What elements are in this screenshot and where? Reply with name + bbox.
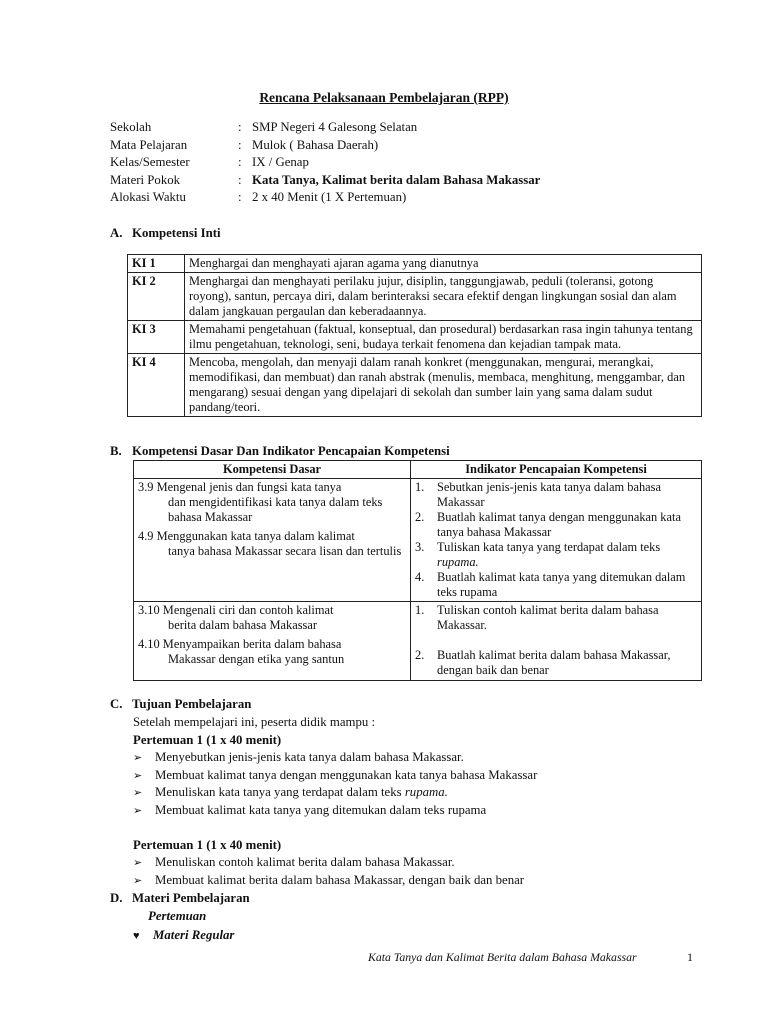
section-letter: C.: [110, 697, 123, 711]
indicator-number: 1.: [415, 603, 425, 617]
kd-header-kompetensi-dasar: Kompetensi Dasar: [134, 461, 411, 479]
list-item: [133, 803, 537, 821]
ki-code: KI 4: [128, 354, 185, 417]
meeting-1-objectives: [133, 750, 537, 820]
objective-text-main: Menuliskan contoh kalimat berita dalam bahasa Makassar.: [155, 855, 455, 869]
kd-text-cont: Makassar dengan etika yang santun: [168, 652, 345, 666]
objective-text-main: Menuliskan kata tanya yang terdapat dalam teks: [155, 785, 405, 800]
objective-text-main: Membuat kalimat tanya dengan menggunakan kata tanya bahasa Makassar: [155, 767, 538, 782]
section-letter: D.: [110, 891, 123, 905]
identity-label: Sekolah: [110, 120, 152, 134]
objective-text-italic: rupama.: [404, 785, 448, 800]
section-b-heading: [110, 444, 450, 459]
identity-value: Mulok ( Bahasa Daerah): [252, 137, 379, 152]
materi-pertemuan: Pertemuan: [148, 909, 207, 923]
list-item: [415, 480, 697, 510]
kd-text-cont: dan mengidentifikasi kata tanya dalam teks bahasa Makassar: [168, 495, 383, 524]
indicator-number: 4.: [415, 570, 425, 584]
table-row: [128, 255, 702, 273]
indicator-text-main: Buatlah kalimat berita dalam bahasa Makassar, dengan baik dan benar: [437, 648, 671, 677]
list-item: [133, 750, 537, 768]
indicator-cell: [411, 479, 702, 602]
table-row: [128, 273, 702, 321]
section-c-heading: [110, 697, 251, 712]
identity-row: [110, 173, 540, 191]
kd-number: 4.9: [138, 529, 154, 543]
kd-item: [138, 637, 406, 667]
list-item: [415, 648, 697, 678]
objective-text: [155, 803, 486, 821]
table-row: [134, 602, 702, 681]
identity-row: [110, 120, 540, 138]
indicator-number: 3.: [415, 540, 425, 554]
kd-text-cont: berita dalam bahasa Makassar: [168, 618, 317, 632]
kd-text-cont: tanya bahasa Makassar secara lisan dan tertulis: [168, 544, 402, 558]
indicator-text-main: Buatlah kalimat tanya dengan menggunakan kata tanya bahasa Makassar: [437, 510, 681, 539]
ki-code: KI 2: [128, 273, 185, 321]
list-item: [133, 785, 537, 803]
indicator-number: 1.: [415, 480, 425, 494]
identity-colon: :: [238, 137, 242, 152]
section-title: Kompetensi Inti: [132, 226, 221, 240]
indicator-text: [437, 480, 697, 510]
ki-code: KI 1: [128, 255, 185, 273]
indicator-number: 2.: [415, 510, 425, 524]
section-letter: B.: [110, 444, 122, 458]
kd-header-indikator: Indikator Pencapaian Kompetensi: [411, 461, 702, 479]
kd-number: 3.10: [138, 603, 160, 617]
objective-text: [155, 873, 524, 891]
section-title: Kompetensi Dasar Dan Indikator Pencapaian Kompetensi: [132, 444, 450, 458]
identity-row: [110, 155, 540, 173]
section-title: Tujuan Pembelajaran: [132, 697, 252, 711]
arrow-bullet-icon: ➢: [133, 769, 143, 782]
section-a-heading: [110, 226, 221, 241]
indicator-text-italic: rupama.: [437, 555, 479, 569]
identity-value: SMP Negeri 4 Galesong Selatan: [252, 120, 418, 134]
objective-text: [155, 750, 464, 768]
objective-text: [155, 768, 537, 786]
kd-text: Mengenali ciri dan contoh kalimat: [162, 603, 334, 617]
identity-label: Mata Pelajaran: [110, 137, 188, 152]
list-item: [133, 768, 537, 786]
identity-colon: :: [238, 190, 242, 205]
objective-text-main: Membuat kalimat berita dalam bahasa Makassar, dengan baik dan benar: [155, 872, 525, 887]
kd-text: Menyampaikan berita dalam bahasa: [162, 637, 342, 651]
ki-text: Memahami pengetahuan (faktual, konseptual, dan prosedural) berdasarkan rasa ingin tahunya tentang ilmu pengetahuan, teknologi, seni, budaya terkait fenomena dan kejadian tampak mata.: [185, 321, 702, 354]
kd-number: 3.9: [138, 480, 154, 494]
meeting-2-title: Pertemuan 1 (1 x 40 menit): [133, 838, 282, 852]
indicator-text: [437, 510, 697, 540]
arrow-bullet-icon: ➢: [133, 874, 143, 887]
identity-value: IX / Genap: [252, 155, 309, 170]
indicator-text-main: Buatlah kalimat kata tanya yang ditemukan dalam teks rupama: [437, 570, 686, 599]
identity-colon: :: [238, 172, 242, 187]
arrow-bullet-icon: ➢: [133, 752, 143, 764]
page-title: Rencana Pelaksanaan Pembelajaran (RPP): [259, 90, 509, 105]
table-row: [128, 321, 702, 354]
indicator-text-main: Tuliskan kata tanya yang terdapat dalam teks: [437, 540, 661, 554]
meeting-1-title: Pertemuan 1 (1 x 40 menit): [133, 733, 282, 747]
section-d-heading: [110, 891, 250, 906]
identity-value: 2 x 40 Menit (1 X Pertemuan): [252, 190, 407, 205]
kd-line: [138, 480, 406, 495]
objective-text: [155, 855, 455, 873]
kd-cell: [134, 479, 411, 602]
list-item: [133, 873, 524, 891]
meeting-2-objectives: [133, 855, 524, 890]
identity-label: Alokasi Waktu: [110, 190, 186, 205]
table-row: [128, 354, 702, 417]
indicator-text-main: Sebutkan jenis-jenis kata tanya dalam bahasa Makassar: [437, 480, 661, 509]
table-row: [134, 479, 702, 602]
kd-item: [138, 480, 406, 525]
kd-item: [138, 603, 406, 633]
kd-number: 4.10: [138, 637, 160, 651]
intro-text: Setelah mempelajari ini, peserta didik mampu :: [133, 715, 376, 729]
list-item: [133, 855, 524, 873]
indicator-text: [437, 603, 697, 633]
indicator-text-main: Tuliskan contoh kalimat berita dalam bahasa Makassar.: [437, 603, 659, 632]
kd-text: Menggunakan kata tanya dalam kalimat: [156, 529, 355, 543]
ki-code: KI 3: [128, 321, 185, 354]
identity-table: [110, 120, 540, 208]
objective-text-main: Membuat kalimat kata tanya yang ditemukan dalam teks rupama: [155, 802, 487, 817]
kd-text: Mengenal jenis dan fungsi kata tanya: [156, 480, 342, 494]
arrow-bullet-icon: ➢: [133, 804, 143, 817]
identity-label: Materi Pokok: [110, 172, 181, 187]
heart-bullet-icon: ♥: [133, 930, 140, 942]
section-letter: A.: [110, 226, 123, 240]
ki-text: Mencoba, mengolah, dan menyaji dalam ranah konkret (menggunakan, mengurai, merangkai, memodifikasi, dan membuat) dan ranah abstrak (menulis, membaca, menghitung, menggambar, dan mengarang) sesuai dengan yang dipelajari di sekolah dan sumber lain yang sama dalam sudut pandang/teori.: [185, 354, 702, 417]
kd-line: [138, 637, 406, 652]
list-item: [415, 510, 697, 540]
materi-regular: [133, 928, 234, 943]
materi-regular-label: Materi Regular: [153, 928, 235, 942]
indicator-number: 2.: [415, 648, 425, 662]
indicator-text: [437, 540, 697, 570]
identity-row: [110, 138, 540, 156]
list-item: [415, 603, 697, 633]
indicator-text: [437, 648, 697, 678]
list-item: [415, 570, 697, 600]
page-number: 1: [687, 950, 693, 964]
identity-value: Kata Tanya, Kalimat berita dalam Bahasa Makassar: [252, 172, 541, 187]
kompetensi-inti-table: [127, 254, 702, 417]
kd-cell: [134, 602, 411, 681]
kd-line: [138, 529, 406, 544]
kd-item: [138, 529, 406, 559]
identity-label: Kelas/Semester: [110, 155, 190, 170]
section-title: Materi Pembelajaran: [132, 891, 250, 905]
arrow-bullet-icon: ➢: [133, 857, 143, 869]
arrow-bullet-icon: ➢: [133, 787, 143, 800]
kd-line: [138, 603, 406, 618]
ki-text: Menghargai dan menghayati perilaku jujur, disiplin, tanggungjawab, peduli (toleransi, gotong royong), santun, percaya diri, dalam berinteraksi secara efektif dengan lingkungan sosial dan alam dalam jangkauan pergaulan dan keberadaannya.: [185, 273, 702, 321]
list-item: [415, 540, 697, 570]
identity-colon: :: [238, 120, 242, 134]
kompetensi-dasar-table: [133, 460, 702, 681]
identity-row: [110, 190, 540, 208]
ki-text: Menghargai dan menghayati ajaran agama yang dianutnya: [185, 255, 702, 273]
identity-colon: :: [238, 155, 242, 170]
indicator-cell: [411, 602, 702, 681]
footer-text: Kata Tanya dan Kalimat Berita dalam Bahasa Makassar: [368, 950, 637, 964]
indicator-text: [437, 570, 697, 600]
objective-text-main: Menyebutkan jenis-jenis kata tanya dalam bahasa Makassar.: [155, 750, 464, 764]
objective-text: [155, 785, 448, 803]
